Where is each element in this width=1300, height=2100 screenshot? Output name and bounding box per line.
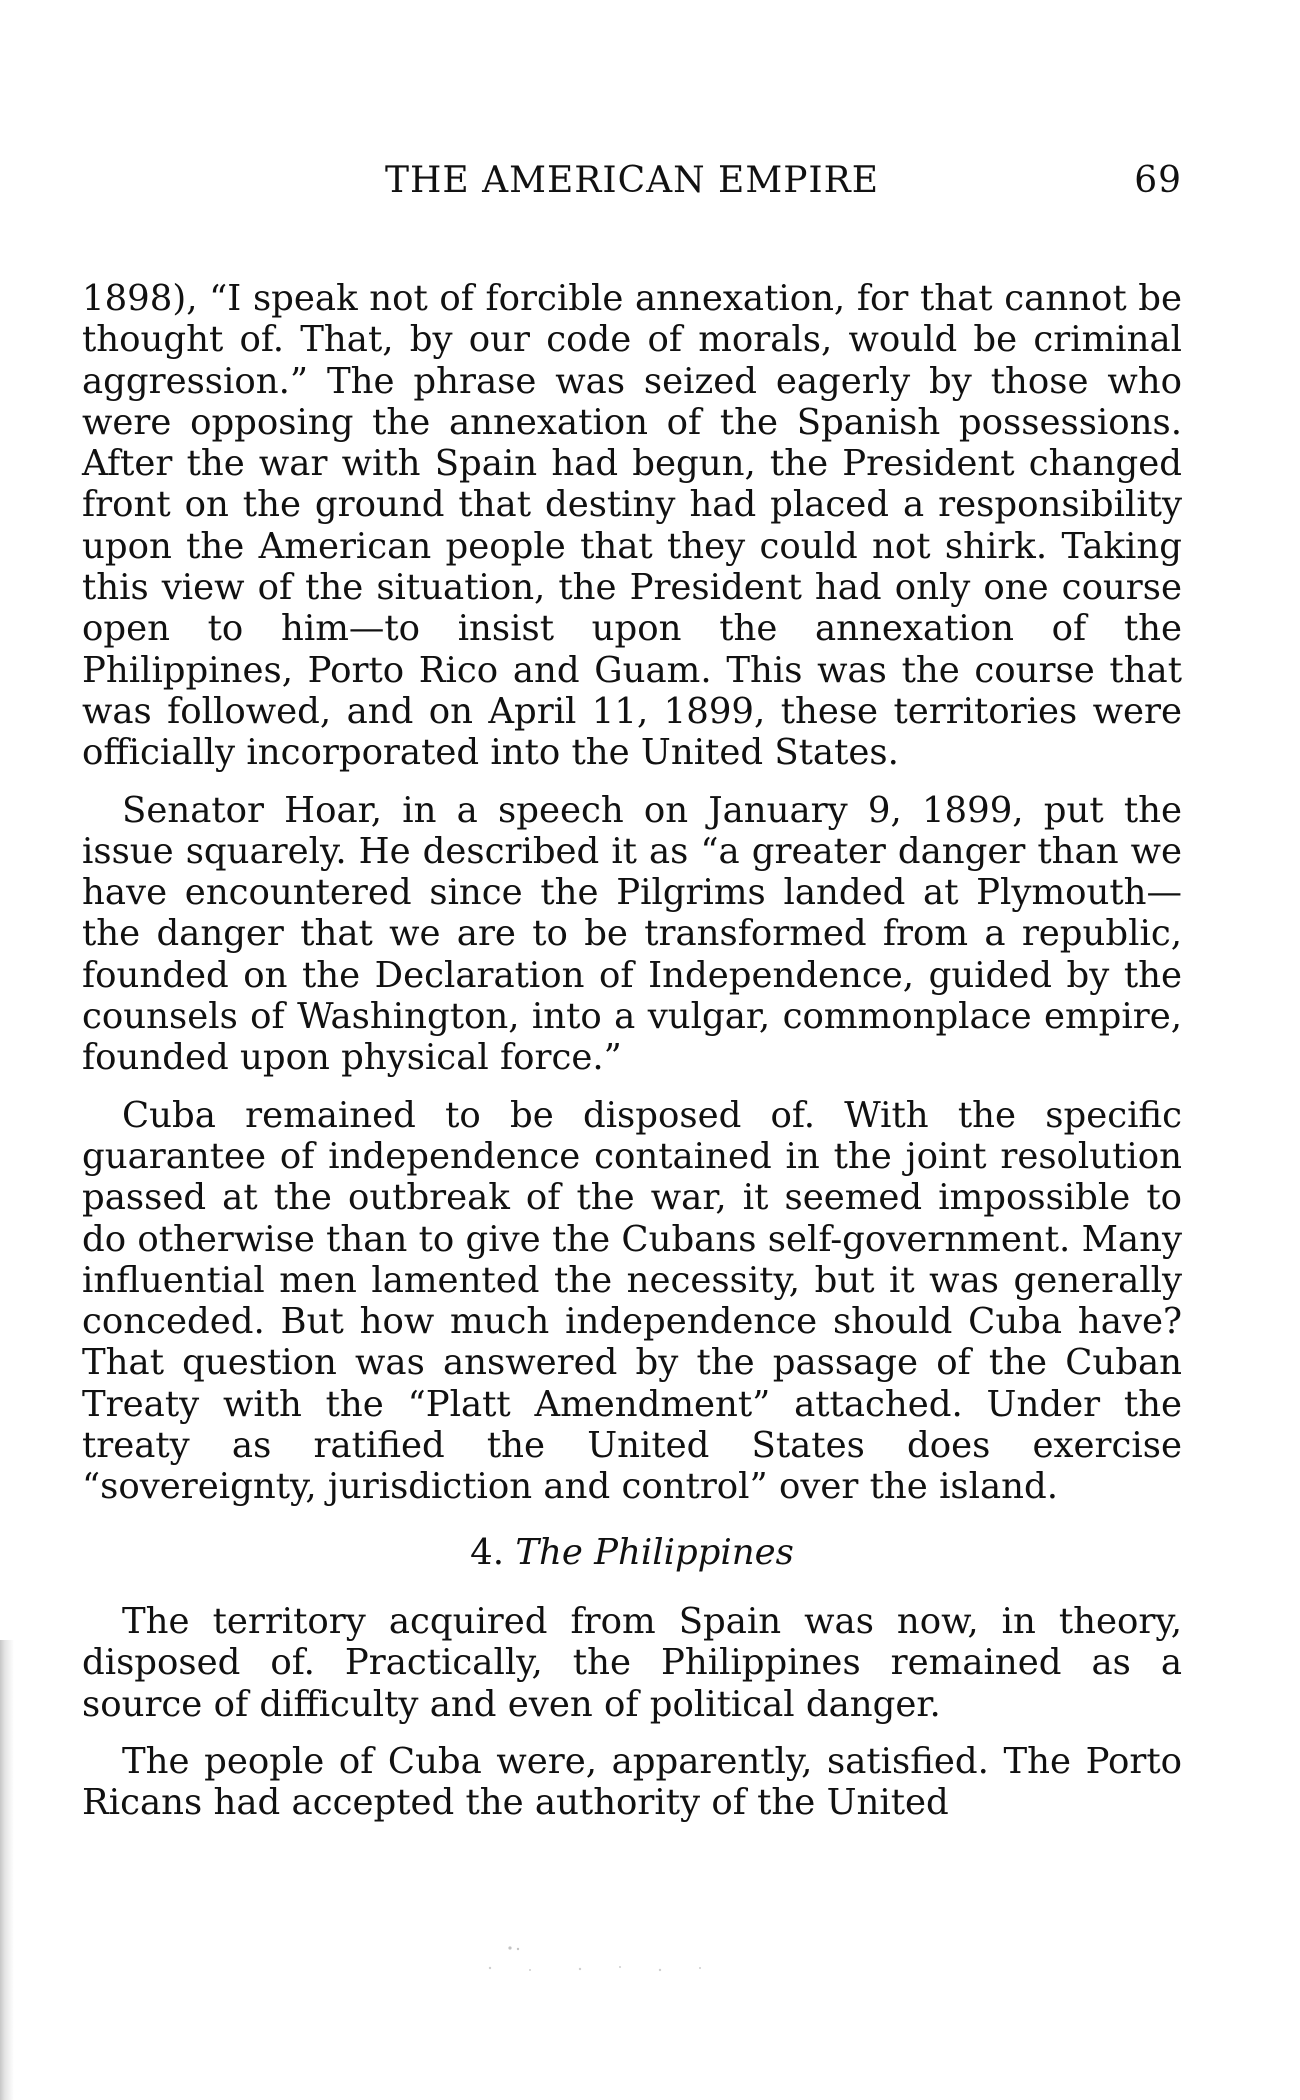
running-head bbox=[82, 160, 1182, 204]
section-title: The Philippines bbox=[515, 1531, 794, 1573]
section-heading bbox=[82, 1532, 1182, 1573]
section-number: 4. bbox=[470, 1531, 505, 1573]
paragraph-3: Cuba remained to be disposed of. With the specific guarantee of independence contained in the joint resolution passed at the outbreak of the war, it seemed impossible to do otherwise than to give the Cubans self-government. Many influential men lamented the necessity, but it was generally conceded. But how much independence should Cuba have? That question was answered by the passage of the Cuban Treaty with the “Platt Amendment” attached. Under the treaty as ratified the United States does exercise “sovereignty, jurisdiction and control” over the island. bbox=[82, 1094, 1182, 1508]
page-edge-shadow bbox=[0, 1640, 14, 2100]
body-text bbox=[82, 278, 1182, 1839]
paragraph-5: The people of Cuba were, apparently, satisfied. The Porto Ricans had accepted the authority of the United bbox=[82, 1740, 1182, 1824]
paragraph-1: 1898), “I speak not of forcible annexation, for that cannot be thought of. That, by our code of morals, would be criminal aggression.” The phrase was seized eagerly by those who were opposing the annexation of the Spanish possessions. After the war with Spain had begun, the President changed front on the ground that destiny had placed a responsibility upon the American people that they could not shirk. Taking this view of the situation, the President had only one course open to him—to insist upon the annexation of the Philippines, Porto Rico and Guam. This was the course that was followed, and on April 11, 1899, these territories were officially incorporated into the United States. bbox=[82, 278, 1182, 774]
paragraph-4: The territory acquired from Spain was now, in theory, disposed of. Practically, the Philippines remained as a source of difficulty and even of political danger. bbox=[82, 1600, 1182, 1725]
running-title: THE AMERICAN EMPIRE bbox=[384, 160, 880, 201]
bottom-smudge-mark bbox=[470, 1940, 730, 1980]
page-number: 69 bbox=[1134, 160, 1182, 201]
paragraph-2: Senator Hoar, in a speech on January 9, 1899, put the issue squarely. He described it as “a greater danger than we have encountered since the Pilgrims landed at Plymouth—the danger that we are to be transformed from a republic, founded on the Declaration of Independence, guided by the counsels of Washington, into a vulgar, commonplace empire, founded upon physical force.” bbox=[82, 789, 1182, 1079]
